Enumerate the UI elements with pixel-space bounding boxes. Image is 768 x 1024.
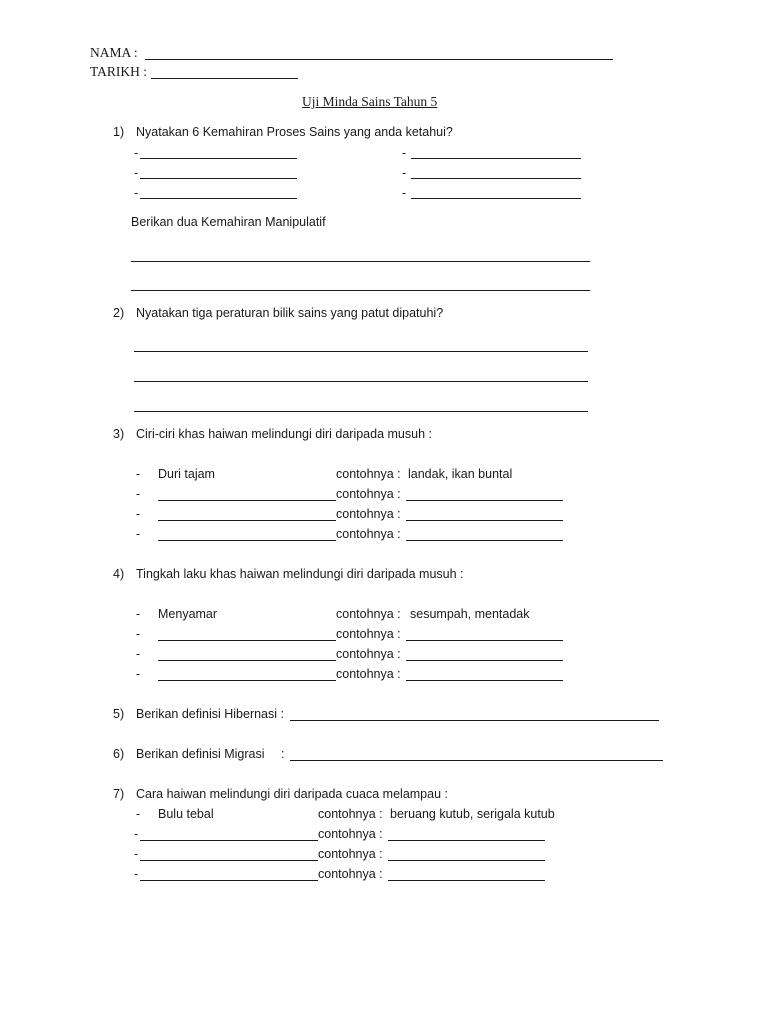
q6-answer-line[interactable]	[290, 760, 663, 761]
q7-example-line[interactable]	[388, 880, 545, 881]
q7-text: Cara haiwan melindungi diri daripada cuaca melampau :	[136, 787, 448, 801]
q4-item-line[interactable]	[158, 660, 336, 661]
q3-blank-label: contohnya :	[336, 507, 401, 521]
q1-answer-line[interactable]	[140, 198, 297, 199]
q5-answer-line[interactable]	[290, 720, 659, 721]
q6-number: 6)	[113, 747, 125, 761]
q4-item-line[interactable]	[158, 680, 336, 681]
q5-number: 5)	[113, 707, 125, 721]
q3-dash: -	[136, 507, 141, 521]
q4-text: Tingkah laku khas haiwan melindungi diri daripada musuh :	[136, 567, 464, 581]
q3-blank-label: contohnya :	[336, 487, 401, 501]
q1-answer-line[interactable]	[140, 178, 297, 179]
q1-dash: -	[134, 146, 139, 160]
q4-blank-label: contohnya :	[336, 647, 401, 661]
q5-text: Berikan definisi Hibernasi :	[136, 707, 284, 721]
q3-example-line[interactable]	[406, 540, 563, 541]
q7-item-line[interactable]	[140, 860, 318, 861]
q4-blank-label: contohnya :	[336, 627, 401, 641]
q6-text: Berikan definisi Migrasi	[136, 747, 265, 761]
nama-answer-line[interactable]	[145, 59, 613, 60]
q1-dash: -	[134, 166, 139, 180]
q7-item-line[interactable]	[140, 880, 318, 881]
q7-example-answer: beruang kutub, serigala kutub	[390, 807, 555, 821]
q7-example-label: contohnya :	[318, 807, 383, 821]
q1-sub-answer-line[interactable]	[131, 290, 590, 291]
page-title: Uji Minda Sains Tahun 5	[302, 94, 438, 109]
q7-blank-label: contohnya :	[318, 867, 383, 881]
q7-dash: -	[134, 867, 139, 881]
q1-sub-answer-line[interactable]	[131, 261, 590, 262]
q6-colon: :	[281, 747, 285, 761]
q7-dash: -	[136, 807, 141, 821]
q4-number: 4)	[113, 567, 125, 581]
q4-example-answer: sesumpah, mentadak	[410, 607, 530, 621]
q4-dash: -	[136, 667, 141, 681]
q3-blank-label: contohnya :	[336, 527, 401, 541]
q3-example-line[interactable]	[406, 500, 563, 501]
q2-answer-line[interactable]	[134, 381, 588, 382]
q2-text: Nyatakan tiga peraturan bilik sains yang patut dipatuhi?	[136, 306, 444, 320]
q7-example-line[interactable]	[388, 840, 545, 841]
q4-blank-label: contohnya :	[336, 667, 401, 681]
q3-dash: -	[136, 467, 141, 481]
q7-example-item: Bulu tebal	[158, 807, 214, 821]
tarikh-label: TARIKH :	[90, 64, 148, 79]
q3-dash: -	[136, 487, 141, 501]
q3-example-line[interactable]	[406, 520, 563, 521]
q7-example-line[interactable]	[388, 860, 545, 861]
q4-dash: -	[136, 647, 141, 661]
q3-item-line[interactable]	[158, 540, 336, 541]
q1-dash: -	[402, 186, 407, 200]
q4-example-line[interactable]	[406, 660, 563, 661]
q4-example-line[interactable]	[406, 640, 563, 641]
q7-item-line[interactable]	[140, 840, 318, 841]
q1-answer-line[interactable]	[411, 178, 581, 179]
q3-number: 3)	[113, 427, 125, 441]
q7-blank-label: contohnya :	[318, 847, 383, 861]
q1-sub-text: Berikan dua Kemahiran Manipulatif	[131, 215, 326, 229]
q2-answer-line[interactable]	[134, 351, 588, 352]
q7-blank-label: contohnya :	[318, 827, 383, 841]
q3-item-line[interactable]	[158, 500, 336, 501]
q3-example-label: contohnya :	[336, 467, 401, 481]
q1-dash: -	[402, 146, 407, 160]
q1-number: 1)	[113, 125, 125, 139]
q1-answer-line[interactable]	[411, 198, 581, 199]
q4-example-item: Menyamar	[158, 607, 218, 621]
q4-dash: -	[136, 627, 141, 641]
q1-dash: -	[134, 186, 139, 200]
q1-answer-line[interactable]	[411, 158, 581, 159]
q3-item-line[interactable]	[158, 520, 336, 521]
q1-dash: -	[402, 166, 407, 180]
q7-dash: -	[134, 827, 139, 841]
q4-dash: -	[136, 607, 141, 621]
tarikh-answer-line[interactable]	[151, 78, 298, 79]
q4-example-line[interactable]	[406, 680, 563, 681]
q3-text: Ciri-ciri khas haiwan melindungi diri daripada musuh :	[136, 427, 432, 441]
nama-label: NAMA :	[90, 45, 138, 60]
q3-example-item: Duri tajam	[158, 467, 215, 481]
q2-answer-line[interactable]	[134, 411, 588, 412]
q1-answer-line[interactable]	[140, 158, 297, 159]
q3-dash: -	[136, 527, 141, 541]
q4-example-label: contohnya :	[336, 607, 401, 621]
q4-item-line[interactable]	[158, 640, 336, 641]
q1-text: Nyatakan 6 Kemahiran Proses Sains yang anda ketahui?	[136, 125, 453, 139]
q7-number: 7)	[113, 787, 125, 801]
q2-number: 2)	[113, 306, 125, 320]
q3-example-answer: landak, ikan buntal	[408, 467, 513, 481]
q7-dash: -	[134, 847, 139, 861]
